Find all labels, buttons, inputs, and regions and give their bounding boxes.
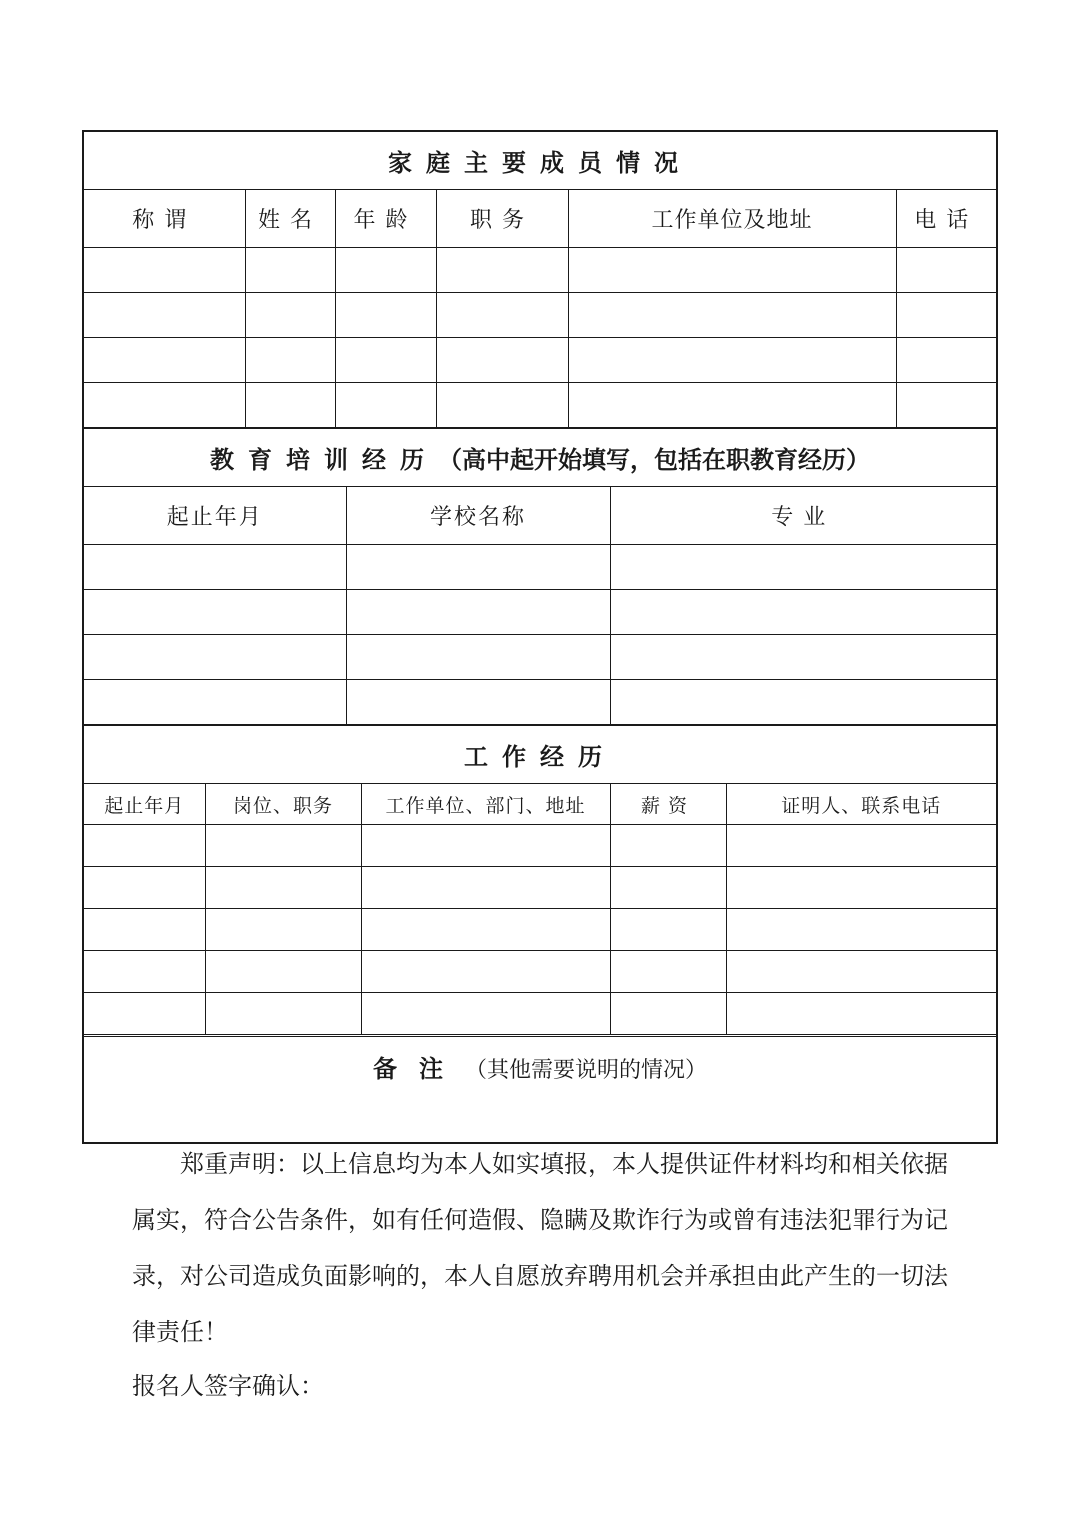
input-cell[interactable] bbox=[84, 825, 205, 867]
input-cell[interactable] bbox=[346, 635, 610, 680]
input-cell[interactable] bbox=[205, 825, 361, 867]
input-cell[interactable] bbox=[896, 383, 996, 428]
input-cell[interactable] bbox=[205, 909, 361, 951]
input-cell[interactable] bbox=[726, 825, 996, 867]
input-cell[interactable] bbox=[896, 248, 996, 293]
input-cell[interactable] bbox=[361, 909, 610, 951]
input-cell[interactable] bbox=[361, 867, 610, 909]
header-major: 专业 bbox=[610, 487, 996, 545]
declaration-text: 郑重声明：以上信息均为本人如实填报，本人提供证件材料均和相关依据属实，符合公告条件，如有任何造假、隐瞒及欺诈行为或曾有违法犯罪行为记录，对公司造成负面影响的，本人自愿放弃聘用机会并承担由此产生的一切法律责任！ bbox=[132, 1150, 948, 1346]
input-cell[interactable] bbox=[568, 338, 896, 383]
input-cell[interactable] bbox=[436, 383, 568, 428]
work-section-title: 工作经历 bbox=[84, 725, 996, 784]
family-section-title: 家庭主要成员情况 bbox=[84, 132, 996, 190]
input-cell[interactable] bbox=[84, 545, 346, 590]
input-cell[interactable] bbox=[84, 951, 205, 993]
header-post-position: 岗位、职务 bbox=[205, 784, 361, 825]
input-cell[interactable] bbox=[84, 338, 245, 383]
input-cell[interactable] bbox=[84, 293, 245, 338]
table-row bbox=[84, 635, 996, 680]
input-cell[interactable] bbox=[726, 993, 996, 1035]
header-period: 起止年月 bbox=[84, 784, 205, 825]
header-period: 起止年月 bbox=[84, 487, 346, 545]
header-age: 年龄 bbox=[335, 190, 436, 248]
input-cell[interactable] bbox=[205, 951, 361, 993]
input-cell[interactable] bbox=[610, 993, 726, 1035]
input-cell[interactable] bbox=[436, 338, 568, 383]
input-cell[interactable] bbox=[610, 680, 996, 725]
work-history-table bbox=[84, 724, 996, 1034]
family-members-table bbox=[84, 132, 996, 427]
header-relation: 称谓 bbox=[84, 190, 245, 248]
input-cell[interactable] bbox=[335, 293, 436, 338]
table-row bbox=[84, 993, 996, 1035]
input-cell[interactable] bbox=[245, 293, 335, 338]
header-employer-dept-address: 工作单位、部门、地址 bbox=[361, 784, 610, 825]
input-cell[interactable] bbox=[361, 993, 610, 1035]
table-row bbox=[84, 867, 996, 909]
input-cell[interactable] bbox=[610, 825, 726, 867]
signature-line bbox=[132, 1362, 324, 1410]
input-cell[interactable] bbox=[84, 248, 245, 293]
input-cell[interactable] bbox=[610, 951, 726, 993]
input-cell[interactable] bbox=[610, 909, 726, 951]
input-cell[interactable] bbox=[568, 383, 896, 428]
input-cell[interactable] bbox=[610, 867, 726, 909]
input-cell[interactable] bbox=[610, 545, 996, 590]
input-cell[interactable] bbox=[84, 680, 346, 725]
table-row bbox=[84, 338, 996, 383]
table-row bbox=[84, 383, 996, 428]
table-row bbox=[84, 248, 996, 293]
header-position: 职务 bbox=[436, 190, 568, 248]
input-cell[interactable] bbox=[346, 680, 610, 725]
table-row bbox=[84, 909, 996, 951]
input-cell[interactable] bbox=[361, 951, 610, 993]
input-cell[interactable] bbox=[568, 293, 896, 338]
education-title-main: 教育培训经历 bbox=[210, 445, 438, 474]
input-cell[interactable] bbox=[84, 383, 245, 428]
application-form bbox=[82, 130, 998, 1144]
input-cell[interactable] bbox=[610, 590, 996, 635]
remarks-cell[interactable] bbox=[84, 1036, 996, 1143]
table-row bbox=[84, 293, 996, 338]
input-cell[interactable] bbox=[726, 867, 996, 909]
input-cell[interactable] bbox=[335, 338, 436, 383]
header-workplace-address: 工作单位及地址 bbox=[568, 190, 896, 248]
input-cell[interactable] bbox=[205, 993, 361, 1035]
input-cell[interactable] bbox=[346, 590, 610, 635]
input-cell[interactable] bbox=[205, 867, 361, 909]
table-row bbox=[84, 680, 996, 725]
input-cell[interactable] bbox=[610, 635, 996, 680]
input-cell[interactable] bbox=[84, 590, 346, 635]
header-salary: 薪资 bbox=[610, 784, 726, 825]
table-row bbox=[84, 825, 996, 867]
input-cell[interactable] bbox=[84, 867, 205, 909]
declaration bbox=[132, 1136, 962, 1360]
input-cell[interactable] bbox=[436, 293, 568, 338]
input-cell[interactable] bbox=[346, 545, 610, 590]
education-section-title bbox=[84, 428, 996, 487]
table-row bbox=[84, 951, 996, 993]
header-referee-phone: 证明人、联系电话 bbox=[726, 784, 996, 825]
input-cell[interactable] bbox=[84, 993, 205, 1035]
input-cell[interactable] bbox=[335, 383, 436, 428]
input-cell[interactable] bbox=[726, 909, 996, 951]
input-cell[interactable] bbox=[84, 635, 346, 680]
remarks-title: 备注 bbox=[372, 1054, 465, 1083]
input-cell[interactable] bbox=[245, 338, 335, 383]
input-cell[interactable] bbox=[436, 248, 568, 293]
remarks-note: （其他需要说明的情况） bbox=[464, 1058, 707, 1083]
table-row bbox=[84, 590, 996, 635]
input-cell[interactable] bbox=[245, 248, 335, 293]
input-cell[interactable] bbox=[84, 909, 205, 951]
input-cell[interactable] bbox=[568, 248, 896, 293]
input-cell[interactable] bbox=[896, 293, 996, 338]
input-cell[interactable] bbox=[245, 383, 335, 428]
header-school-name: 学校名称 bbox=[346, 487, 610, 545]
signature-label: 报名人签字确认： bbox=[132, 1372, 324, 1400]
header-name: 姓名 bbox=[245, 190, 335, 248]
table-row bbox=[84, 545, 996, 590]
input-cell[interactable] bbox=[361, 825, 610, 867]
input-cell[interactable] bbox=[335, 248, 436, 293]
header-phone: 电话 bbox=[896, 190, 996, 248]
input-cell[interactable] bbox=[726, 951, 996, 993]
remarks-table bbox=[84, 1034, 996, 1142]
education-title-note: （高中起开始填写，包括在职教育经历） bbox=[438, 445, 870, 474]
education-table bbox=[84, 427, 996, 724]
input-cell[interactable] bbox=[896, 338, 996, 383]
